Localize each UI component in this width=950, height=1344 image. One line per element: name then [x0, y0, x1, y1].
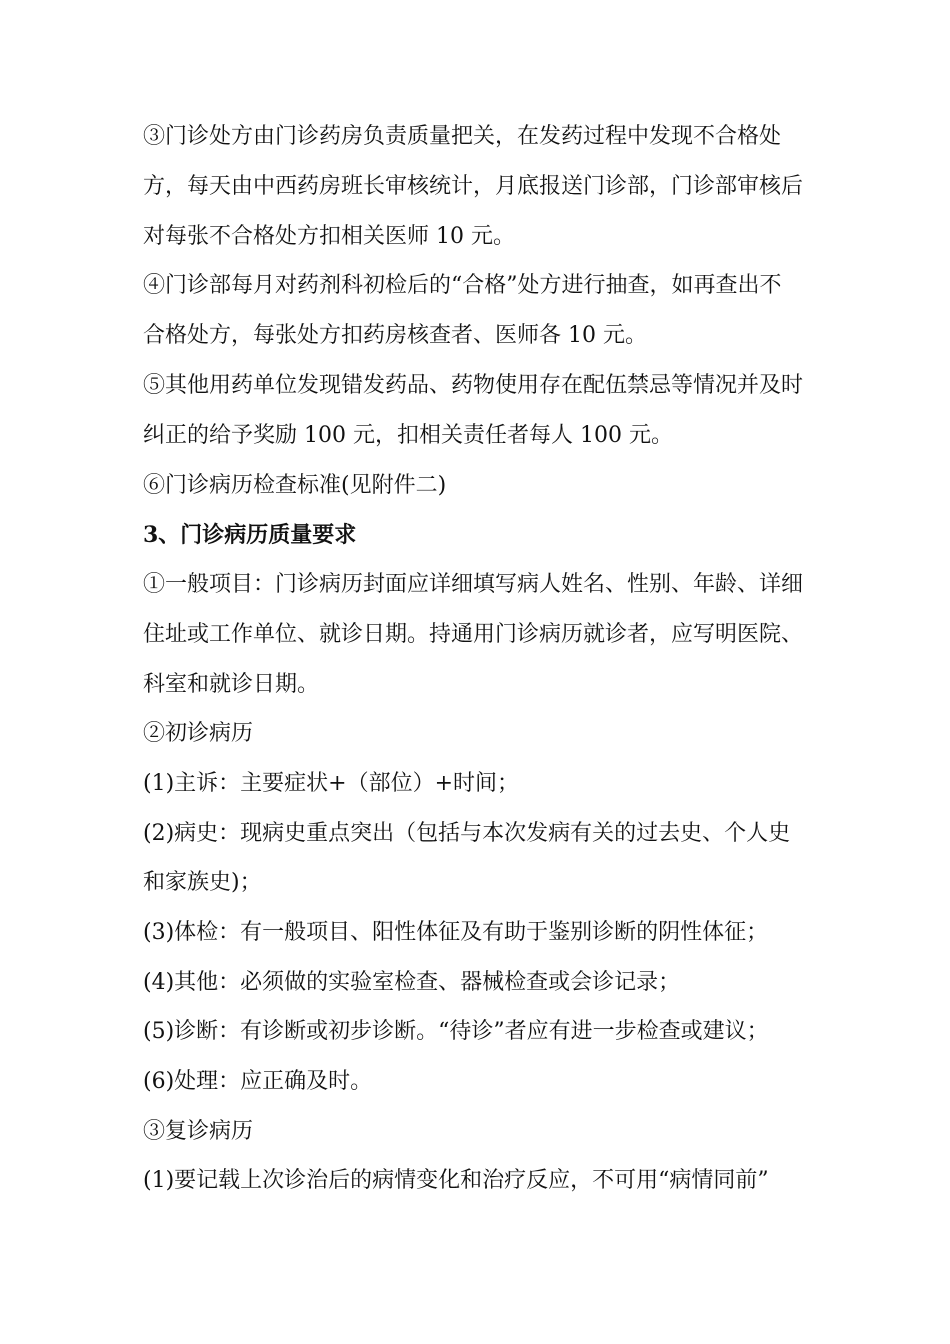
paragraph-line: ③门诊处方由门诊药房负责质量把关，在发药过程中发现不合格处 [143, 124, 782, 149]
paragraph-line: 科室和就诊日期。 [143, 672, 320, 697]
paragraph-line: (3)体检：有一般项目、阳性体征及有助于鉴别诊断的阴性体征； [143, 920, 769, 945]
paragraph-line: ②初诊病历 [143, 721, 254, 746]
paragraph-line: (4)其他：必须做的实验室检查、器械检查或会诊记录； [143, 970, 681, 995]
paragraph-line: ①一般项目：门诊病历封面应详细填写病人姓名、性别、年龄、详细 [143, 572, 804, 597]
paragraph-line: 方，每天由中西药房班长审核统计，月底报送门诊部，门诊部审核后 [143, 174, 804, 199]
paragraph-line: (5)诊断：有诊断或初步诊断。“待诊”者应有进一步检查或建议； [143, 1019, 769, 1044]
paragraph-line: 纠正的给予奖励 100 元，扣相关责任者每人 100 元。 [143, 423, 673, 448]
paragraph-line: ⑥门诊病历检查标准(见附件二) [143, 473, 447, 498]
paragraph-line: 合格处方，每张处方扣药房核查者、医师各 10 元。 [143, 323, 647, 348]
paragraph-line: (1)主诉：主要症状+（部位）+时间； [143, 771, 520, 796]
paragraph-line: (6)处理：应正确及时。 [143, 1069, 373, 1094]
section-heading: 3、门诊病历质量要求 [143, 522, 357, 548]
paragraph-line: 和家族史)； [143, 870, 262, 895]
paragraph-line: ⑤其他用药单位发现错发药品、药物使用存在配伍禁忌等情况并及时 [143, 373, 804, 398]
paragraph-line: (1)要记载上次诊治后的病情变化和治疗反应，不可用“病情同前” [143, 1168, 769, 1193]
paragraph-line: ④门诊部每月对药剂科初检后的“合格”处方进行抽查，如再查出不 [143, 273, 782, 298]
paragraph-line: 住址或工作单位、就诊日期。持通用门诊病历就诊者，应写明医院、 [143, 622, 804, 647]
paragraph-line: 对每张不合格处方扣相关医师 10 元。 [143, 224, 515, 249]
paragraph-line: (2)病史：现病史重点突出（包括与本次发病有关的过去史、个人史 [143, 821, 791, 846]
paragraph-line: ③复诊病历 [143, 1119, 254, 1144]
